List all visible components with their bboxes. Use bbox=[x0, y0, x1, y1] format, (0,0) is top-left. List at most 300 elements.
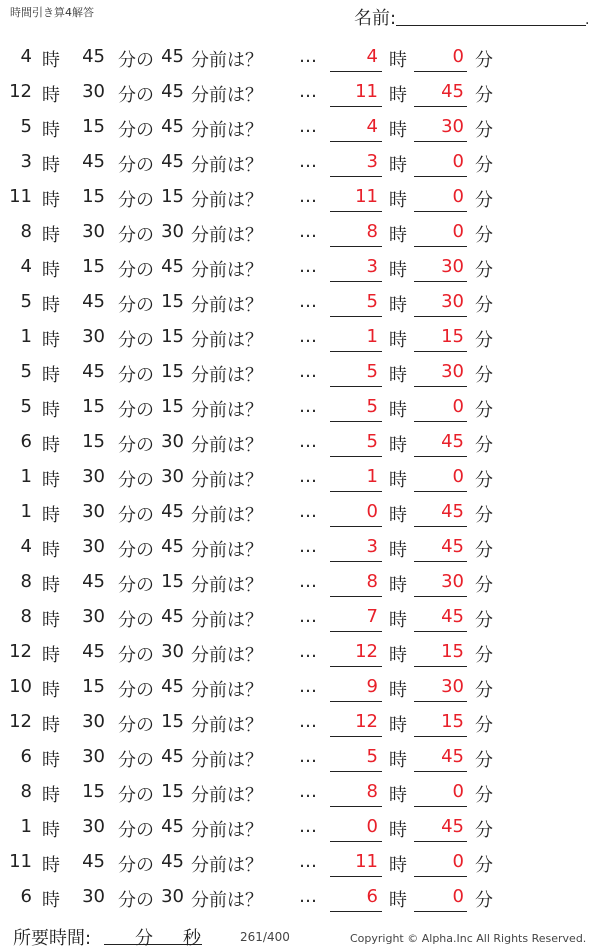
minutes-before: 15 bbox=[161, 291, 184, 312]
start-minute: 30 bbox=[82, 466, 105, 487]
start-minute: 15 bbox=[82, 256, 105, 277]
ellipsis: … bbox=[299, 116, 317, 137]
answer-hour-line[interactable] bbox=[330, 106, 382, 107]
minutes-before: 45 bbox=[161, 676, 184, 697]
problem-row bbox=[0, 110, 600, 145]
problem-row bbox=[0, 180, 600, 215]
hour-label: 時 bbox=[42, 330, 60, 351]
answer-hour-line[interactable] bbox=[330, 596, 382, 597]
start-hour: 12 bbox=[9, 81, 32, 102]
answer-hour-label: 時 bbox=[389, 785, 407, 806]
problem-row bbox=[0, 775, 600, 810]
ellipsis: … bbox=[299, 396, 317, 417]
answer-minute-line[interactable] bbox=[414, 106, 467, 107]
before-label: 分前は？ bbox=[191, 680, 263, 701]
start-minute: 45 bbox=[82, 571, 105, 592]
answer-minute-label: 分 bbox=[475, 750, 493, 771]
answer-minute-label: 分 bbox=[475, 785, 493, 806]
minute-no-label: 分の bbox=[118, 750, 154, 771]
answer-minute-line[interactable] bbox=[414, 71, 467, 72]
answer-minute-label: 分 bbox=[475, 190, 493, 211]
start-hour: 5 bbox=[20, 361, 32, 382]
answer-hour-label: 時 bbox=[389, 680, 407, 701]
answer-hour-line[interactable] bbox=[330, 141, 382, 142]
hour-label: 時 bbox=[42, 820, 60, 841]
answer-hour: 6 bbox=[366, 886, 378, 907]
before-label: 分前は？ bbox=[191, 540, 263, 561]
start-hour: 12 bbox=[9, 711, 32, 732]
before-label: 分前は？ bbox=[191, 855, 263, 876]
minutes-before: 45 bbox=[161, 746, 184, 767]
answer-hour: 0 bbox=[366, 816, 378, 837]
minutes-before: 45 bbox=[161, 816, 184, 837]
start-minute: 30 bbox=[82, 711, 105, 732]
minute-no-label: 分の bbox=[118, 890, 154, 911]
before-label: 分前は？ bbox=[191, 155, 263, 176]
answer-hour-line[interactable] bbox=[330, 561, 382, 562]
page-number: 261/400 bbox=[240, 930, 290, 944]
answer-minute: 30 bbox=[441, 361, 464, 382]
problem-row bbox=[0, 75, 600, 110]
start-hour: 6 bbox=[20, 886, 32, 907]
start-hour: 6 bbox=[20, 746, 32, 767]
answer-hour-label: 時 bbox=[389, 330, 407, 351]
answer-minute-line[interactable] bbox=[414, 911, 467, 912]
ellipsis: … bbox=[299, 711, 317, 732]
problem-row bbox=[0, 425, 600, 460]
minutes-before: 45 bbox=[161, 606, 184, 627]
answer-hour: 0 bbox=[366, 501, 378, 522]
answer-hour: 4 bbox=[366, 116, 378, 137]
ellipsis: … bbox=[299, 641, 317, 662]
minutes-before: 45 bbox=[161, 151, 184, 172]
problem-row bbox=[0, 355, 600, 390]
minutes-before: 15 bbox=[161, 361, 184, 382]
answer-minute: 0 bbox=[452, 46, 464, 67]
answer-minute: 45 bbox=[441, 81, 464, 102]
answer-minute-label: 分 bbox=[475, 120, 493, 141]
answer-minute-line[interactable] bbox=[414, 596, 467, 597]
start-minute: 15 bbox=[82, 781, 105, 802]
answer-minute-line[interactable] bbox=[414, 736, 467, 737]
answer-hour-label: 時 bbox=[389, 715, 407, 736]
answer-hour-line[interactable] bbox=[330, 351, 382, 352]
answer-minute: 0 bbox=[452, 221, 464, 242]
time-taken-sec: 秒 bbox=[183, 928, 201, 949]
name-label: 名前: bbox=[354, 8, 397, 29]
start-hour: 1 bbox=[20, 501, 32, 522]
problem-row bbox=[0, 390, 600, 425]
problem-row bbox=[0, 600, 600, 635]
minutes-before: 30 bbox=[161, 466, 184, 487]
answer-hour-label: 時 bbox=[389, 155, 407, 176]
answer-minute-line[interactable] bbox=[414, 386, 467, 387]
answer-hour-label: 時 bbox=[389, 750, 407, 771]
worksheet-title: 時間引き算4解答 bbox=[10, 6, 94, 19]
answer-minute-line[interactable] bbox=[414, 281, 467, 282]
answer-hour: 11 bbox=[355, 851, 378, 872]
hour-label: 時 bbox=[42, 50, 60, 71]
start-hour: 3 bbox=[20, 151, 32, 172]
answer-hour-label: 時 bbox=[389, 85, 407, 106]
start-minute: 45 bbox=[82, 151, 105, 172]
minutes-before: 45 bbox=[161, 256, 184, 277]
hour-label: 時 bbox=[42, 715, 60, 736]
answer-minute-label: 分 bbox=[475, 50, 493, 71]
problem-row bbox=[0, 320, 600, 355]
answer-minute-line[interactable] bbox=[414, 421, 467, 422]
minute-no-label: 分の bbox=[118, 785, 154, 806]
answer-hour-line[interactable] bbox=[330, 71, 382, 72]
answer-minute: 30 bbox=[441, 676, 464, 697]
minute-no-label: 分の bbox=[118, 330, 154, 351]
answer-hour-line[interactable] bbox=[330, 386, 382, 387]
ellipsis: … bbox=[299, 186, 317, 207]
minute-no-label: 分の bbox=[118, 610, 154, 631]
answer-hour-line[interactable] bbox=[330, 876, 382, 877]
answer-minute-label: 分 bbox=[475, 855, 493, 876]
answer-minute-label: 分 bbox=[475, 680, 493, 701]
start-minute: 15 bbox=[82, 186, 105, 207]
answer-minute-line[interactable] bbox=[414, 351, 467, 352]
answer-minute-line[interactable] bbox=[414, 176, 467, 177]
minute-no-label: 分の bbox=[118, 575, 154, 596]
before-label: 分前は？ bbox=[191, 330, 263, 351]
answer-hour-label: 時 bbox=[389, 190, 407, 211]
start-hour: 1 bbox=[20, 326, 32, 347]
start-minute: 45 bbox=[82, 46, 105, 67]
answer-minute-label: 分 bbox=[475, 260, 493, 281]
answer-hour-line[interactable] bbox=[330, 806, 382, 807]
start-hour: 8 bbox=[20, 781, 32, 802]
ellipsis: … bbox=[299, 431, 317, 452]
answer-hour: 4 bbox=[366, 46, 378, 67]
answer-hour: 8 bbox=[366, 781, 378, 802]
start-hour: 8 bbox=[20, 221, 32, 242]
answer-minute: 30 bbox=[441, 116, 464, 137]
minute-no-label: 分の bbox=[118, 855, 154, 876]
before-label: 分前は？ bbox=[191, 85, 263, 106]
answer-minute: 30 bbox=[441, 256, 464, 277]
answer-hour-label: 時 bbox=[389, 890, 407, 911]
start-minute: 15 bbox=[82, 431, 105, 452]
answer-hour-label: 時 bbox=[389, 645, 407, 666]
minutes-before: 15 bbox=[161, 186, 184, 207]
answer-minute: 30 bbox=[441, 571, 464, 592]
answer-hour-line[interactable] bbox=[330, 421, 382, 422]
answer-minute: 15 bbox=[441, 326, 464, 347]
answer-minute-line[interactable] bbox=[414, 491, 467, 492]
before-label: 分前は？ bbox=[191, 50, 263, 71]
start-minute: 45 bbox=[82, 851, 105, 872]
answer-minute: 15 bbox=[441, 641, 464, 662]
minutes-before: 15 bbox=[161, 571, 184, 592]
answer-hour-line[interactable] bbox=[330, 841, 382, 842]
hour-label: 時 bbox=[42, 470, 60, 491]
before-label: 分前は？ bbox=[191, 715, 263, 736]
ellipsis: … bbox=[299, 256, 317, 277]
answer-minute-label: 分 bbox=[475, 715, 493, 736]
minute-no-label: 分の bbox=[118, 260, 154, 281]
answer-hour: 5 bbox=[366, 396, 378, 417]
ellipsis: … bbox=[299, 81, 317, 102]
name-line[interactable] bbox=[396, 25, 586, 26]
answer-minute-label: 分 bbox=[475, 225, 493, 246]
answer-hour: 11 bbox=[355, 81, 378, 102]
answer-minute: 45 bbox=[441, 536, 464, 557]
problem-row bbox=[0, 635, 600, 670]
before-label: 分前は？ bbox=[191, 295, 263, 316]
start-hour: 1 bbox=[20, 466, 32, 487]
answer-minute: 0 bbox=[452, 186, 464, 207]
answer-hour: 3 bbox=[366, 256, 378, 277]
start-minute: 15 bbox=[82, 116, 105, 137]
answer-minute-line[interactable] bbox=[414, 631, 467, 632]
start-hour: 5 bbox=[20, 396, 32, 417]
answer-hour-line[interactable] bbox=[330, 736, 382, 737]
answer-minute: 0 bbox=[452, 151, 464, 172]
answer-hour-label: 時 bbox=[389, 540, 407, 561]
answer-hour: 12 bbox=[355, 711, 378, 732]
answer-hour-label: 時 bbox=[389, 855, 407, 876]
answer-minute-line[interactable] bbox=[414, 841, 467, 842]
minutes-before: 45 bbox=[161, 46, 184, 67]
minute-no-label: 分の bbox=[118, 295, 154, 316]
answer-hour-line[interactable] bbox=[330, 316, 382, 317]
answer-minute: 45 bbox=[441, 431, 464, 452]
answer-minute: 0 bbox=[452, 466, 464, 487]
minute-no-label: 分の bbox=[118, 120, 154, 141]
hour-label: 時 bbox=[42, 505, 60, 526]
answer-hour-line[interactable] bbox=[330, 211, 382, 212]
minute-no-label: 分の bbox=[118, 435, 154, 456]
answer-hour: 3 bbox=[366, 151, 378, 172]
answer-minute-line[interactable] bbox=[414, 806, 467, 807]
start-hour: 6 bbox=[20, 431, 32, 452]
answer-minute-label: 分 bbox=[475, 85, 493, 106]
answer-hour-label: 時 bbox=[389, 470, 407, 491]
answer-minute-line[interactable] bbox=[414, 771, 467, 772]
minutes-before: 15 bbox=[161, 326, 184, 347]
problem-row bbox=[0, 810, 600, 845]
answer-minute-line[interactable] bbox=[414, 526, 467, 527]
before-label: 分前は？ bbox=[191, 260, 263, 281]
ellipsis: … bbox=[299, 571, 317, 592]
minute-no-label: 分の bbox=[118, 85, 154, 106]
answer-hour-line[interactable] bbox=[330, 281, 382, 282]
answer-minute-label: 分 bbox=[475, 505, 493, 526]
minute-no-label: 分の bbox=[118, 190, 154, 211]
answer-minute-label: 分 bbox=[475, 400, 493, 421]
start-hour: 4 bbox=[20, 256, 32, 277]
minute-no-label: 分の bbox=[118, 645, 154, 666]
problem-row bbox=[0, 285, 600, 320]
problem-row bbox=[0, 670, 600, 705]
answer-hour-line[interactable] bbox=[330, 631, 382, 632]
answer-hour: 5 bbox=[366, 431, 378, 452]
answer-hour-line[interactable] bbox=[330, 666, 382, 667]
answer-minute-line[interactable] bbox=[414, 876, 467, 877]
start-minute: 15 bbox=[82, 676, 105, 697]
ellipsis: … bbox=[299, 851, 317, 872]
before-label: 分前は？ bbox=[191, 435, 263, 456]
minutes-before: 30 bbox=[161, 431, 184, 452]
minute-no-label: 分の bbox=[118, 155, 154, 176]
answer-hour-label: 時 bbox=[389, 50, 407, 71]
start-hour: 1 bbox=[20, 816, 32, 837]
answer-hour-line[interactable] bbox=[330, 526, 382, 527]
hour-label: 時 bbox=[42, 295, 60, 316]
answer-hour-line[interactable] bbox=[330, 176, 382, 177]
answer-hour-line[interactable] bbox=[330, 701, 382, 702]
answer-minute-label: 分 bbox=[475, 645, 493, 666]
minutes-before: 30 bbox=[161, 641, 184, 662]
problem-row bbox=[0, 740, 600, 775]
problem-row bbox=[0, 845, 600, 880]
minute-no-label: 分の bbox=[118, 225, 154, 246]
hour-label: 時 bbox=[42, 855, 60, 876]
problem-list bbox=[0, 40, 600, 915]
answer-hour-label: 時 bbox=[389, 365, 407, 386]
before-label: 分前は？ bbox=[191, 470, 263, 491]
start-hour: 8 bbox=[20, 606, 32, 627]
start-minute: 45 bbox=[82, 361, 105, 382]
answer-hour-label: 時 bbox=[389, 295, 407, 316]
answer-hour: 5 bbox=[366, 361, 378, 382]
answer-minute: 0 bbox=[452, 886, 464, 907]
start-hour: 11 bbox=[9, 851, 32, 872]
minute-no-label: 分の bbox=[118, 680, 154, 701]
start-hour: 11 bbox=[9, 186, 32, 207]
answer-hour: 8 bbox=[366, 221, 378, 242]
answer-hour-label: 時 bbox=[389, 225, 407, 246]
ellipsis: … bbox=[299, 746, 317, 767]
answer-minute-line[interactable] bbox=[414, 561, 467, 562]
answer-minute-label: 分 bbox=[475, 820, 493, 841]
before-label: 分前は？ bbox=[191, 505, 263, 526]
problem-row bbox=[0, 40, 600, 75]
answer-minute-line[interactable] bbox=[414, 211, 467, 212]
answer-minute-line[interactable] bbox=[414, 456, 467, 457]
hour-label: 時 bbox=[42, 540, 60, 561]
ellipsis: … bbox=[299, 886, 317, 907]
problem-row bbox=[0, 530, 600, 565]
answer-hour-line[interactable] bbox=[330, 246, 382, 247]
ellipsis: … bbox=[299, 781, 317, 802]
minutes-before: 30 bbox=[161, 221, 184, 242]
answer-hour: 5 bbox=[366, 291, 378, 312]
answer-hour: 1 bbox=[366, 326, 378, 347]
start-hour: 10 bbox=[9, 676, 32, 697]
answer-hour: 1 bbox=[366, 466, 378, 487]
start-minute: 30 bbox=[82, 746, 105, 767]
answer-minute-label: 分 bbox=[475, 435, 493, 456]
answer-minute-line[interactable] bbox=[414, 701, 467, 702]
answer-minute: 45 bbox=[441, 606, 464, 627]
answer-minute-label: 分 bbox=[475, 610, 493, 631]
start-minute: 30 bbox=[82, 816, 105, 837]
minute-no-label: 分の bbox=[118, 50, 154, 71]
start-minute: 30 bbox=[82, 81, 105, 102]
answer-hour: 5 bbox=[366, 746, 378, 767]
hour-label: 時 bbox=[42, 120, 60, 141]
hour-label: 時 bbox=[42, 750, 60, 771]
answer-hour-label: 時 bbox=[389, 575, 407, 596]
hour-label: 時 bbox=[42, 575, 60, 596]
start-hour: 5 bbox=[20, 291, 32, 312]
answer-minute-line[interactable] bbox=[414, 141, 467, 142]
ellipsis: … bbox=[299, 501, 317, 522]
answer-hour-line[interactable] bbox=[330, 491, 382, 492]
minutes-before: 45 bbox=[161, 851, 184, 872]
answer-minute: 45 bbox=[441, 501, 464, 522]
answer-minute: 0 bbox=[452, 781, 464, 802]
ellipsis: … bbox=[299, 151, 317, 172]
minute-no-label: 分の bbox=[118, 365, 154, 386]
ellipsis: … bbox=[299, 221, 317, 242]
answer-hour: 9 bbox=[366, 676, 378, 697]
hour-label: 時 bbox=[42, 785, 60, 806]
problem-row bbox=[0, 250, 600, 285]
minutes-before: 15 bbox=[161, 711, 184, 732]
ellipsis: … bbox=[299, 466, 317, 487]
answer-hour-line[interactable] bbox=[330, 771, 382, 772]
answer-hour-label: 時 bbox=[389, 120, 407, 141]
hour-label: 時 bbox=[42, 610, 60, 631]
ellipsis: … bbox=[299, 816, 317, 837]
answer-minute-label: 分 bbox=[475, 470, 493, 491]
time-taken-min: 分 bbox=[135, 928, 153, 949]
minutes-before: 15 bbox=[161, 396, 184, 417]
start-minute: 30 bbox=[82, 886, 105, 907]
ellipsis: … bbox=[299, 46, 317, 67]
minute-no-label: 分の bbox=[118, 400, 154, 421]
answer-hour-label: 時 bbox=[389, 400, 407, 421]
answer-hour-line[interactable] bbox=[330, 911, 382, 912]
minute-no-label: 分の bbox=[118, 540, 154, 561]
minutes-before: 45 bbox=[161, 536, 184, 557]
answer-hour: 12 bbox=[355, 641, 378, 662]
answer-minute-line[interactable] bbox=[414, 246, 467, 247]
start-minute: 30 bbox=[82, 536, 105, 557]
answer-minute-label: 分 bbox=[475, 540, 493, 561]
answer-minute-label: 分 bbox=[475, 575, 493, 596]
problem-row bbox=[0, 880, 600, 915]
answer-hour: 3 bbox=[366, 536, 378, 557]
answer-minute: 45 bbox=[441, 746, 464, 767]
hour-label: 時 bbox=[42, 645, 60, 666]
answer-minute-line[interactable] bbox=[414, 316, 467, 317]
hour-label: 時 bbox=[42, 225, 60, 246]
start-minute: 45 bbox=[82, 291, 105, 312]
hour-label: 時 bbox=[42, 85, 60, 106]
hour-label: 時 bbox=[42, 260, 60, 281]
minutes-before: 45 bbox=[161, 501, 184, 522]
answer-hour-line[interactable] bbox=[330, 456, 382, 457]
minutes-before: 45 bbox=[161, 81, 184, 102]
hour-label: 時 bbox=[42, 190, 60, 211]
before-label: 分前は？ bbox=[191, 610, 263, 631]
answer-minute-line[interactable] bbox=[414, 666, 467, 667]
answer-minute: 15 bbox=[441, 711, 464, 732]
name-end: . bbox=[585, 12, 590, 28]
before-label: 分前は？ bbox=[191, 785, 263, 806]
answer-hour: 7 bbox=[366, 606, 378, 627]
problem-row bbox=[0, 215, 600, 250]
answer-hour-label: 時 bbox=[389, 505, 407, 526]
minutes-before: 15 bbox=[161, 781, 184, 802]
answer-minute: 45 bbox=[441, 816, 464, 837]
